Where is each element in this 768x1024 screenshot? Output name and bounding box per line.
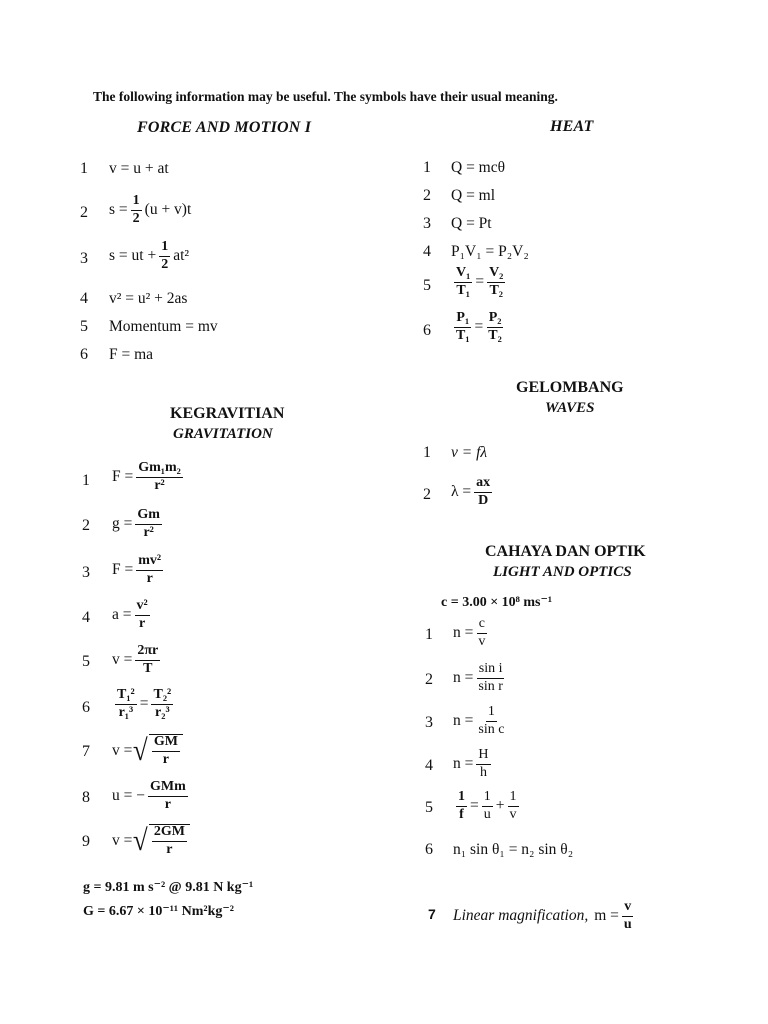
gravitation-formula-7: v = √ $\frac{GM}{r}$ <box>112 734 186 767</box>
heat-formula-5: $\frac{\text{V₁}}{\text{T₁}}$ = $\frac{\text{V₂}}{\text{T₂}}$ <box>456 265 504 298</box>
gravitation-title-english: GRAVITATION <box>173 426 273 442</box>
heat-formula-1: Q = mcθ <box>451 159 506 176</box>
gravitation-item-number: 9 <box>82 833 90 850</box>
gravitation-item-number: 3 <box>82 564 90 581</box>
force-formula-1: v = u + at <box>109 160 169 177</box>
heat-item-number: 6 <box>423 322 431 339</box>
heat-item-number: 5 <box>423 277 431 294</box>
optics-formula-6: n₁ sin θ₁ = n₂ sin θ₂ <box>453 841 574 858</box>
gravitation-item-number: 5 <box>82 653 90 670</box>
waves-item-number: 1 <box>423 444 431 461</box>
heat-title: HEAT <box>550 118 594 135</box>
force-formula-2: s = $\frac{1}{2}$ (u + v)t <box>109 193 192 226</box>
gravity-constant-g: g = 9.81 m s⁻² @ 9.81 N kg⁻¹ <box>83 880 254 895</box>
optics-title-malay: CAHAYA DAN OPTIK <box>485 543 646 560</box>
intro-text: The following information may be useful. The symbols have their usual meaning. <box>93 89 558 104</box>
heat-formula-3: Q = Pt <box>451 215 492 232</box>
optics-formula-1: n = $\frac{c}{v}$ <box>453 616 486 649</box>
force-item-number: 6 <box>80 346 88 363</box>
heat-item-number: 2 <box>423 187 431 204</box>
heat-formula-6: $\frac{\text{P₁}}{\text{T₁}}$ = $\frac{\text{P₂}}{\text{T₂}}$ <box>456 310 502 343</box>
waves-title-malay: GELOMBANG <box>516 379 624 396</box>
optics-item-number: 7 <box>428 906 436 922</box>
gravitation-formula-9: v = √ $\frac{2GM}{r}$ <box>112 824 193 857</box>
optics-item-number: 6 <box>425 841 433 858</box>
gravitational-constant-G: G = 6.67 × 10⁻¹¹ Nm²kg⁻² <box>83 904 234 919</box>
optics-item-number: 3 <box>425 714 433 731</box>
heat-item-number: 3 <box>423 215 431 232</box>
force-item-number: 1 <box>80 160 88 177</box>
gravitation-formula-3: F = $\frac{\text{mv²}}{r}$ <box>112 553 162 586</box>
gravitation-formula-4: a = $\frac{\text{v²}}{r}$ <box>112 598 148 631</box>
heat-formula-4: P₁V₁ = P₂V₂ <box>451 243 529 260</box>
force-item-number: 4 <box>80 290 88 307</box>
gravitation-item-number: 1 <box>82 472 90 489</box>
force-item-number: 2 <box>80 204 88 221</box>
waves-item-number: 2 <box>423 486 431 503</box>
gravitation-formula-2: g = $\frac{Gm}{\text{r²}}$ <box>112 507 160 540</box>
optics-formula-4: n = $\frac{H}{h}$ <box>453 747 489 780</box>
gravitation-title-malay: KEGRAVITIAN <box>170 405 285 422</box>
speed-of-light-constant: c = 3.00 × 10⁸ ms⁻¹ <box>441 595 553 610</box>
gravitation-item-number: 2 <box>82 517 90 534</box>
waves-title-english: WAVES <box>545 400 595 416</box>
optics-formula-7: Linear magnification, m = $\frac{v}{u}$ <box>453 899 632 932</box>
optics-formula-2: n = $\frac{\text{sin i}}{\text{sin r}}$ <box>453 661 503 694</box>
sqrt-symbol: √ <box>133 823 149 857</box>
force-formula-3: s = ut + $\frac{1}{2}$ at² <box>109 239 190 272</box>
force-motion-title: FORCE AND MOTION I <box>137 119 312 136</box>
gravitation-item-number: 4 <box>82 609 90 626</box>
optics-title-english: LIGHT AND OPTICS <box>493 564 632 580</box>
optics-item-number: 2 <box>425 671 433 688</box>
optics-item-number: 5 <box>425 799 433 816</box>
heat-formula-2: Q = ml <box>451 187 496 204</box>
optics-item-number: 1 <box>425 626 433 643</box>
force-formula-6: F = ma <box>109 346 154 363</box>
waves-formula-1: v = fλ <box>451 444 488 461</box>
optics-item-number: 4 <box>425 757 433 774</box>
gravitation-formula-6: $\frac{\text{T₁²}}{\text{r₁³}}$ = $\frac{\text{T₂²}}{\text{r₂³}}$ <box>117 687 172 720</box>
force-formula-4: v² = u² + 2as <box>109 290 188 307</box>
gravitation-formula-1: F = $\frac{\text{Gm₁m₂}}{\text{r²}}$ <box>112 460 181 493</box>
sqrt-symbol: √ <box>133 733 149 767</box>
force-formula-5: Momentum = mv <box>109 318 218 335</box>
optics-formula-5: $\frac{1}{f}$ = $\frac{1}{u}$ + $\frac{1}{v}$ <box>458 789 517 822</box>
force-item-number: 5 <box>80 318 88 335</box>
gravitation-formula-8: u = − $\frac{\text{GMm}}{r}$ <box>112 779 186 812</box>
gravitation-item-number: 8 <box>82 789 90 806</box>
waves-formula-2: λ = $\frac{ax}{D}$ <box>451 475 491 508</box>
gravitation-item-number: 6 <box>82 699 90 716</box>
heat-item-number: 1 <box>423 159 431 176</box>
gravitation-item-number: 7 <box>82 743 90 760</box>
gravitation-formula-5: v = $\frac{2\pi r}{T}$ <box>112 643 159 676</box>
optics-formula-3: n = $\frac{1}{\text{sin c}}$ <box>453 704 505 737</box>
heat-item-number: 4 <box>423 243 431 260</box>
force-item-number: 3 <box>80 250 88 267</box>
